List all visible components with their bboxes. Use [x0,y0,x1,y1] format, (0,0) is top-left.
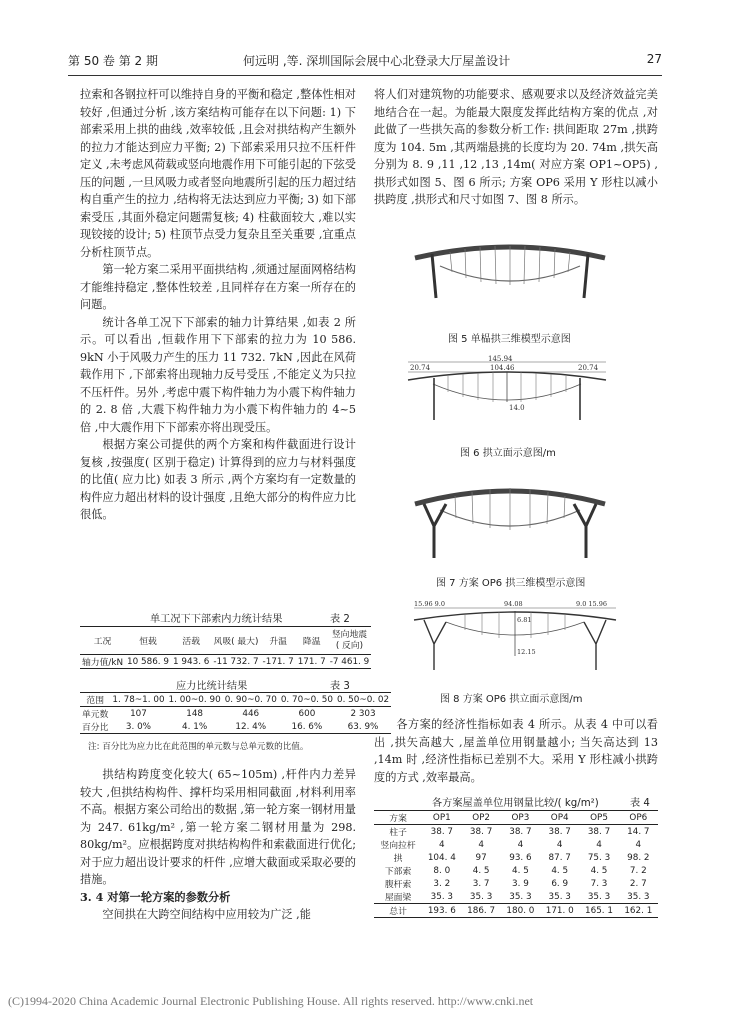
section-title: 3. 4 对第一轮方案的参数分析 [80,889,231,904]
table-header: 方案 [374,811,422,825]
figure-8-op6-elevation [410,600,620,672]
table2-caption: 单工况下下部索内力统计结果 [150,614,283,625]
table-cell: 600 [298,708,316,719]
table-header: OP2 [461,811,500,825]
table-cell: 2 303 [350,708,376,719]
table-cell: 14. 7 [627,826,650,837]
copyright-footer: (C)1994-2020 China Academic Journal Electronic Publishing House. All rights reserved. http://www.cnki.net [8,994,534,1008]
row-label: 拱 [393,854,403,864]
dim-right: 9.0 15.96 [576,600,608,608]
table-cell: 87. 7 [548,852,571,863]
table-header: OP6 [619,811,658,825]
table-cell: 35. 3 [548,891,571,902]
table-cell: 4 [478,839,484,850]
table-cell: 16. 6% [291,721,323,732]
figure-6-elevation [398,354,616,424]
table3-caption: 应力比统计结果 [176,681,248,692]
dim-left: 15.96 9.0 [414,600,446,608]
table2 [80,626,371,669]
table-cell: 38. 7 [548,826,571,837]
running-header [68,52,662,74]
journal-volume: 第 50 卷 第 2 期 [68,54,158,68]
figure-7-caption: 图 7 方案 OP6 拱三维模型示意图 [436,578,586,589]
table-cell: 3. 7 [472,878,490,889]
dim-right: 20.74 [578,364,599,372]
table-header: 竖向地震 ( 反向) [328,627,372,655]
table-cell: 35. 3 [509,891,532,902]
table-cell: 446 [242,708,260,719]
table-header: 降温 [296,627,328,655]
table-cell: 35. 3 [469,891,493,902]
table-cell: 4 [635,839,642,850]
row-label: 单元数 [82,710,109,720]
table-header: OP4 [540,811,579,825]
table-cell: 193. 6 [427,905,456,916]
figure-6-caption: 图 6 拱立面示意图/m [460,448,556,459]
table3-note: 注: 百分比为应力比在此范围的单元数与总单元数的比值。 [88,742,309,752]
paragraph: 统计各单工况下下部索的轴力计算结果 ,如表 2 所示。可以看出 ,恒载作用下下部索的拉力为 10 586. 9kN 小于风吸力产生的压力 11 732. 7kN ,因此在风荷载作用下 ,下部索将出现轴力反号受压 ,不能定义为只拉不压杆件。另外 ,考虑中震下构件轴力为小震下构件轴力的 2. 8 倍 ,大震下构件轴力为小震下构件轴力的 4~5 倍 ,中大震作用下下部索亦将出现受压。 [80,315,356,434]
table-header: 0. 70~0. 50 [280,694,333,705]
table-cell: 162. 1 [624,905,653,916]
table3 [80,692,391,734]
table-cell: 75. 3 [587,852,611,863]
row-label: 竖向拉杆 [380,841,416,851]
dim-rise: 6.81 [517,616,532,624]
table-cell: 35. 3 [627,891,650,902]
table-cell: 4 [596,839,602,850]
table-cell: 171. 7 [297,656,326,667]
paragraph: 拱结构跨度变化较大( 65~105m) ,杆件内力差异较大 ,但拱结构构件、撑杆均采用相同截面 ,材料利用率不高。根据方案公司给出的数据 ,第一轮方案一钢材用量为 247. 61kg/m² ,第一轮方案二钢材用量为 298. 80kg/m²。应根据跨度对拱结构构件和索截面进行优化; 对于应力超出设计要求的杆件 ,应增大截面或采取必要的措施。 [80,768,356,886]
table-header: 升温 [261,627,296,655]
table-cell: 35. 3 [587,891,611,902]
table-cell: 7. 3 [590,878,608,889]
paragraph: 拉索和各钢拉杆可以维持自身的平衡和稳定 ,整体性相对较好 ,但通过分析 ,该方案结构可能存在以下问题: 1) 下部索采用上拱的曲线 ,效率较低 ,且会对拱结构产生额外的拉力才能达到应力平衡; 2) 下部索采用只拉不压杆件定义 ,未考虑风荷载或竖向地震作用下可能引起的下弦受压的问题 ,一旦风吸力或者竖向地震所引起的压力超过结构自重产生的拉力 ,结构将无法达到应力平衡; 3) 如下部索受压 ,其面外稳定问题需复核; 4) 柱截面较大 ,难以实现铰接的设计; 5) 柱顶节点受力复杂且至关重要 ,宜重点分析柱顶节点。 [80,88,356,259]
row-label: 柱子 [389,828,407,838]
table-cell: 35. 3 [430,891,454,902]
right-column-lower [374,716,658,786]
table-cell: -11 732. 7 [213,656,259,667]
dim-rise: 14.0 [509,404,525,412]
table-cell: 4 [556,839,563,850]
paragraph: 空间拱在大跨空间结构中应用较为广泛 ,能 [102,908,311,921]
table-cell: 97 [475,852,487,863]
row-label: 下部索 [384,867,412,877]
table-cell: 63. 9% [347,721,379,732]
table4 [374,810,658,918]
table-header: 0. 90~0. 70 [224,694,277,705]
figure-5-caption: 图 5 单榀拱三维模型示意图 [448,334,571,345]
table-header: 1. 78~1. 00 [112,694,165,705]
table-cell: 107 [130,708,147,719]
table3-label: 表 3 [330,681,350,692]
table-cell: 38. 7 [587,826,611,837]
left-column [80,86,356,524]
table-cell: 165. 1 [585,905,613,916]
table-header: 恒载 [125,627,171,655]
row-label: 腹杆索 [384,880,412,890]
figure-7-op6-3d [410,476,610,560]
table-cell: 4. 5 [590,865,608,876]
table-cell: 1 943. 6 [173,656,210,667]
table-cell: 4 [517,839,524,850]
right-column [374,86,658,209]
table-header: 0. 50~0. 02 [336,694,390,705]
row-label: 百分比 [82,723,109,733]
table-cell: 2. 7 [629,878,647,889]
table-cell: 4 [439,839,445,850]
table-header: 活载 [171,627,211,655]
table-cell: 10 586. 9 [127,656,170,667]
table-cell: 186. 7 [467,905,496,916]
dim-height: 12.15 [517,648,536,656]
figure-5-arch-3d [410,240,610,302]
row-label: 总计 [389,907,407,917]
table-cell: 148 [186,708,204,719]
table-cell: 38. 7 [430,826,454,837]
table-header: 范围 [80,693,110,707]
table-cell: 4. 5 [472,865,490,876]
table-cell: -171. 7 [262,656,294,667]
table-cell: 4. 5 [512,865,529,876]
table-cell: 104. 4 [427,852,456,863]
table4-label: 表 4 [630,798,650,809]
table-cell: 7. 2 [629,865,647,876]
table-header: 风吸( 最大) [211,627,260,655]
row-label: 屋面梁 [384,893,412,903]
table-cell: 3. 9 [512,878,529,889]
table-cell: 180. 0 [506,905,535,916]
dim-left: 20.74 [410,364,431,372]
table-header: 工况 [80,627,125,655]
figure-8-caption: 图 8 方案 OP6 拱立面示意图/m [440,694,583,705]
table-header: 1. 00~0. 90 [168,694,221,705]
table-cell: 3. 0% [125,721,152,732]
left-column-lower [80,766,356,924]
paragraph: 根据方案公司提供的两个方案和构件截面进行设计复核 ,按强度( 区别于稳定) 计算得到的应力与材料强度的比值( 应力比) 如表 3 所示 ,两个方案均有一定数量的构件应力超出材料的设计强度 ,且绝大部分的构件应力比很低。 [80,438,356,521]
table-header: OP3 [501,811,540,825]
dim-mid: 94.08 [504,600,523,608]
paragraph: 各方案的经济性指标如表 4 所示。从表 4 中可以看出 ,拱矢高越大 ,屋盖单位用钢量越小; 当矢高达到 13 ,14m 时 ,经济性指标已差别不大。采用 Y 形柱减小拱跨度的方式 ,效率最高。 [374,718,658,784]
table-cell: 98. 2 [627,852,650,863]
table-cell: -7 461. 9 [329,656,370,667]
table-cell: 171. 0 [545,905,574,916]
dim-mid: 104.46 [490,364,515,372]
paragraph: 将人们对建筑物的功能要求、感观要求以及经济效益完美地结合在一起。为能最大限度发挥此结构方案的优点 ,对此做了一些拱矢高的参数分析工作: 拱间距取 27m ,拱跨度为 104. 5m ,其两端悬挑的长度均为 20. 74m ,拱矢高分别为 8. 9 ,11 ,12 ,13 ,14m( 对应方案 OP1~OP5) ,拱形式如图 5、图 6 所示; 方案 OP6 采用 Y 形柱以减小拱跨度 ,拱形式和尺寸如图 7、图 8 所示。 [374,88,658,206]
article-title: 何远明 ,等. 深圳国际会展中心北登录大厅屋盖设计 [243,54,511,68]
table-cell: 8. 0 [433,865,451,876]
table-header: OP1 [422,811,461,825]
table-header: OP5 [579,811,618,825]
dim-total: 145.94 [488,355,513,363]
table-cell: 3. 2 [433,878,451,889]
header-rule [68,75,662,76]
paragraph: 第一轮方案二采用平面拱结构 ,须通过屋面网格结构才能维持稳定 ,整体性较差 ,且同样存在方案一所存在的问题。 [80,263,356,311]
table-cell: 38. 7 [469,826,493,837]
table-cell: 12. 4% [235,721,267,732]
table-cell: 38. 7 [509,826,532,837]
table2-label: 表 2 [330,614,350,625]
table4-caption: 各方案屋盖单位用钢量比较/( kg/m²) [432,798,599,809]
table-cell: 6. 9 [551,878,569,889]
table-cell: 4. 1% [182,721,208,732]
page-number: 27 [646,52,662,66]
row-label: 轴力值/kN [82,658,124,668]
table-cell: 93. 6 [509,852,532,863]
table-cell: 4. 5 [551,865,569,876]
